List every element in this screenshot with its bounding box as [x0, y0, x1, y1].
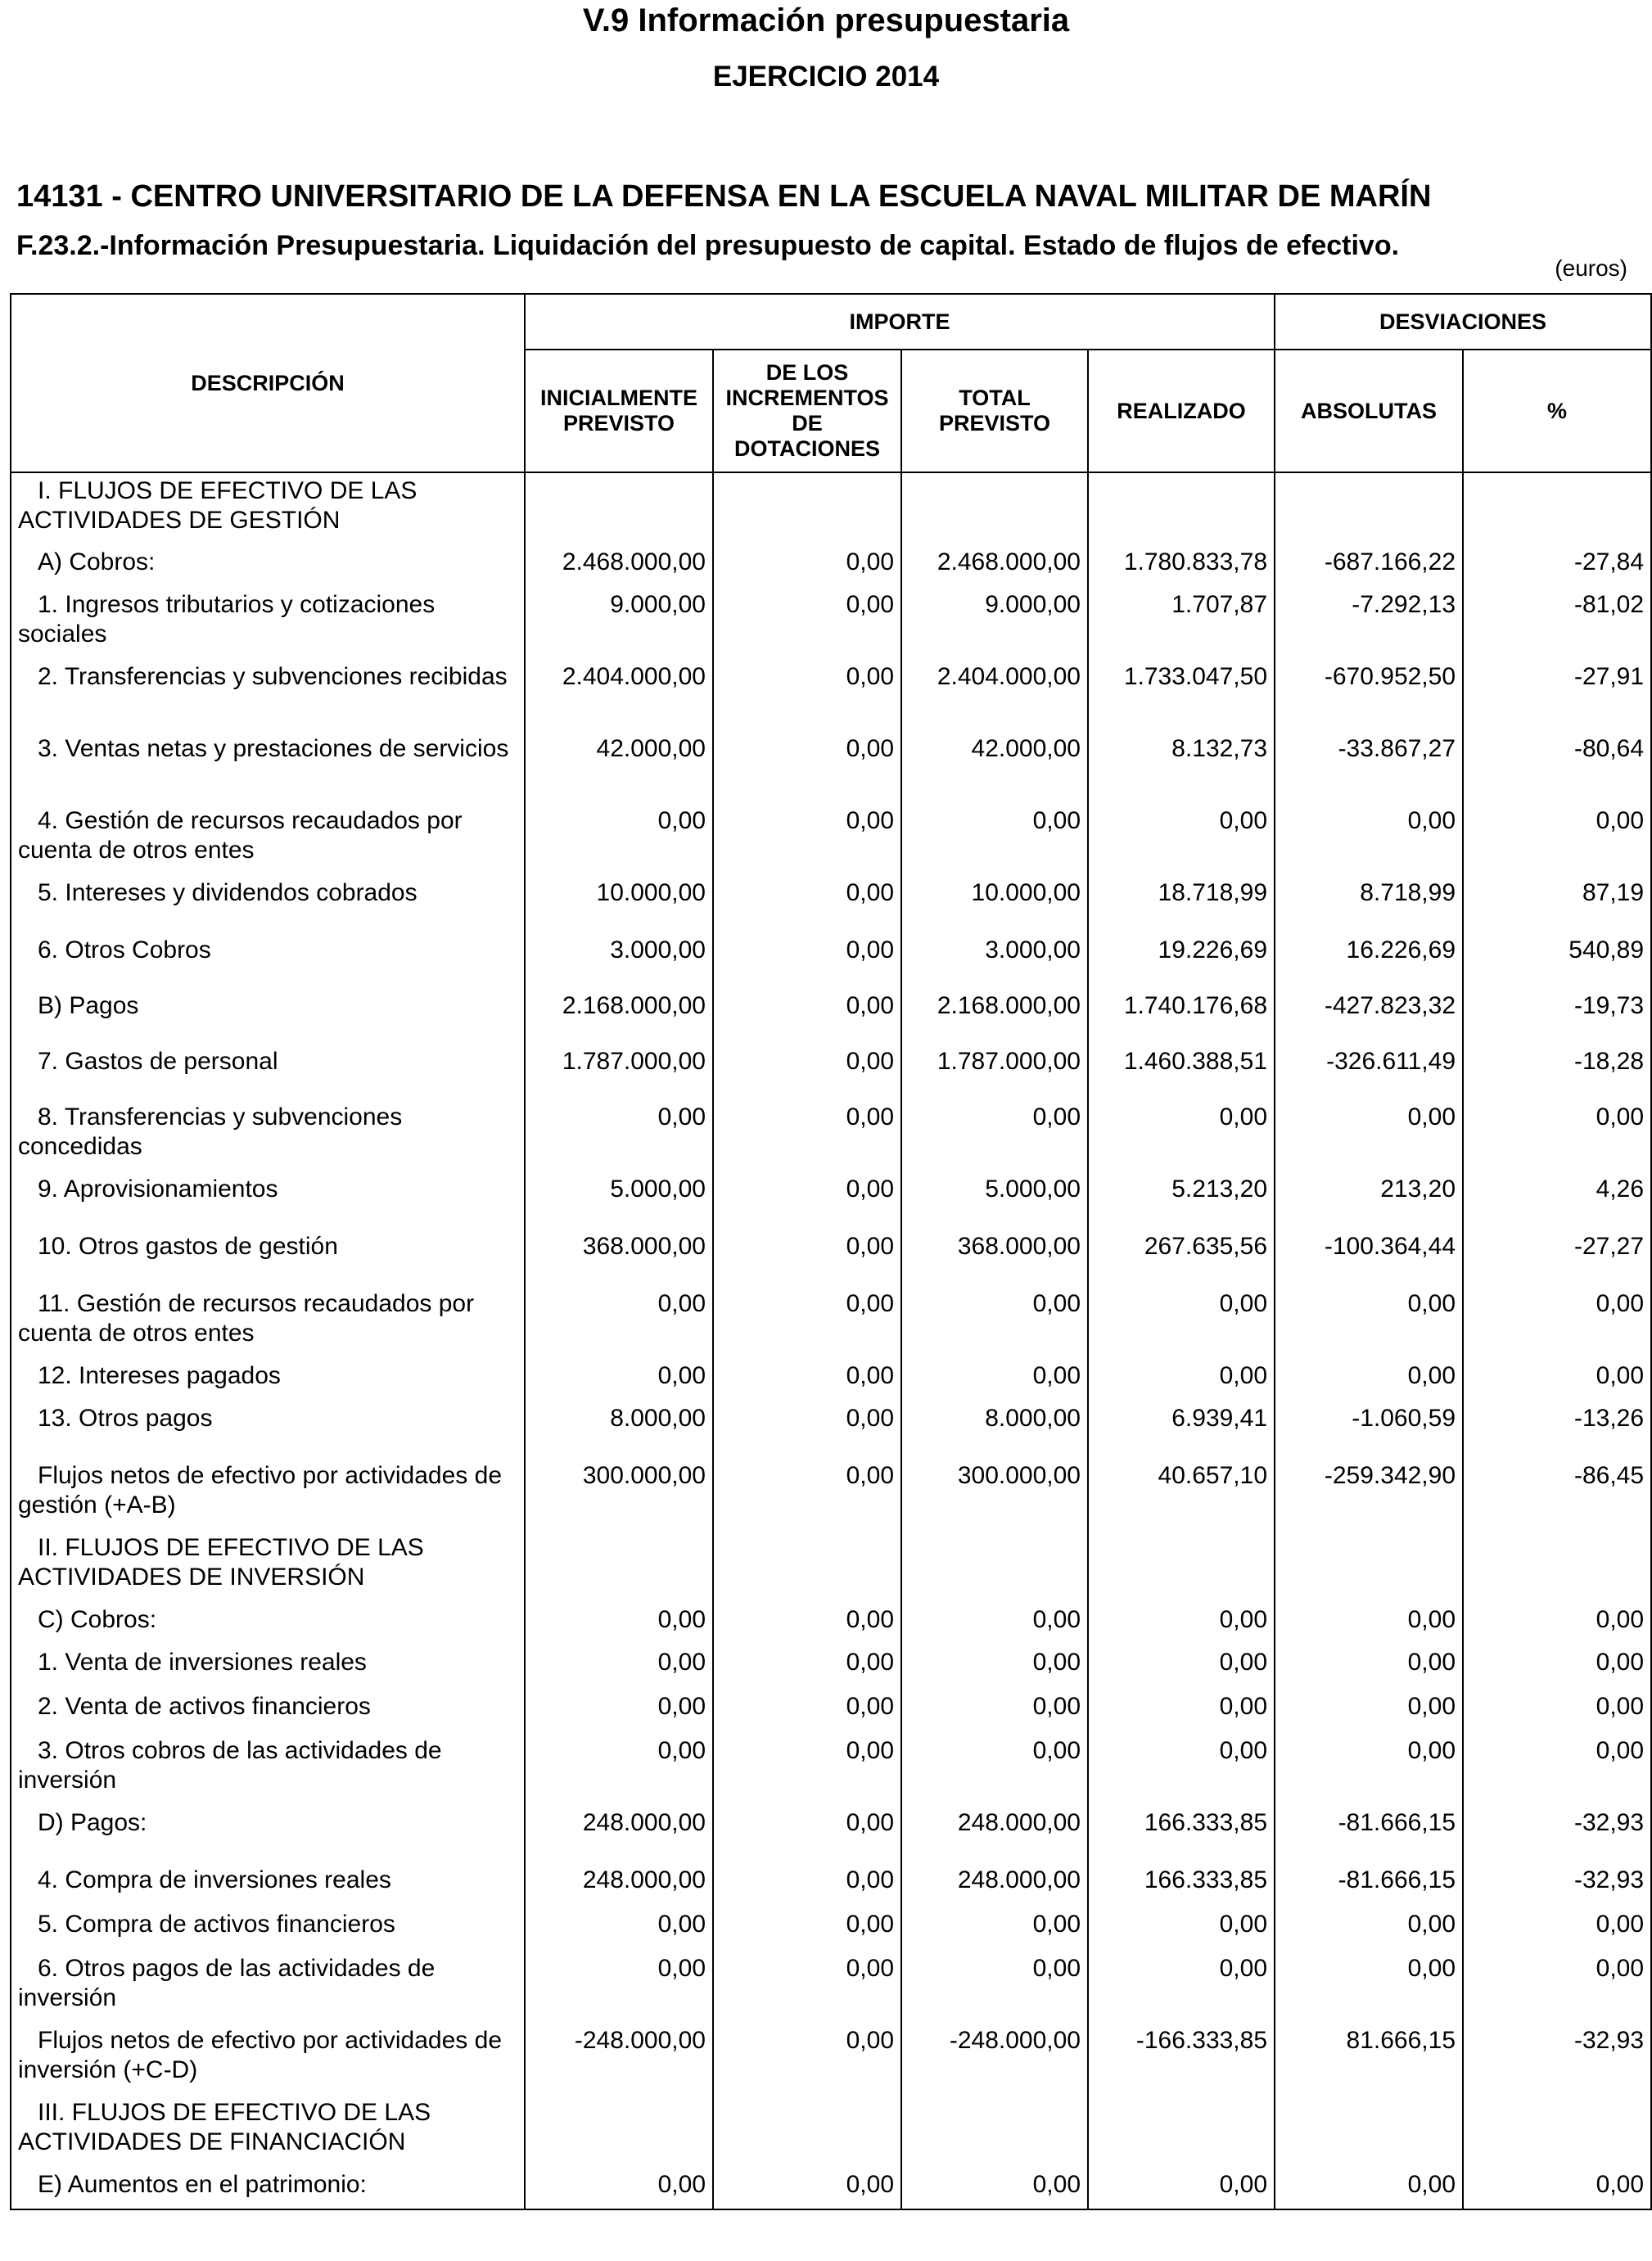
table-row — [11, 1171, 1651, 1229]
cell-realizado: 0,00 — [1088, 1907, 1275, 1951]
row-description-cell — [11, 1229, 525, 1286]
cell-realizado: 18.718,99 — [1088, 875, 1275, 932]
cell-percent: -81,02 — [1463, 587, 1651, 659]
cell-absolutas: -1.060,59 — [1275, 1401, 1463, 1458]
cell-total-previsto: 2.404.000,00 — [901, 659, 1088, 731]
cell-absolutas: -100.364,44 — [1275, 1229, 1463, 1286]
cell-absolutas: 0,00 — [1275, 1358, 1463, 1401]
cell-total-previsto: 0,00 — [901, 1907, 1088, 1951]
cell-inicialmente-previsto: 0,00 — [525, 2167, 713, 2209]
row-description: C) Cobros: — [38, 1606, 157, 1633]
cell-realizado: 166.333,85 — [1088, 1805, 1275, 1862]
cell-total-previsto: -248.000,00 — [901, 2023, 1088, 2095]
cell-percent: 0,00 — [1463, 803, 1651, 875]
row-description: 2. Transferencias y subvenciones recibidas — [38, 663, 508, 690]
cell-inicialmente-previsto: 0,00 — [525, 1951, 713, 2023]
cell-incrementos: 0,00 — [713, 1171, 901, 1229]
cell-absolutas: 213,20 — [1275, 1171, 1463, 1229]
cell-percent: -19,73 — [1463, 988, 1651, 1044]
row-description-cell — [11, 544, 525, 587]
cell-absolutas: -427.823,32 — [1275, 988, 1463, 1044]
cell-total-previsto: 0,00 — [901, 1733, 1088, 1805]
page-title: V.9 Información presupuestaria — [582, 2, 1070, 38]
cell-total-previsto: 0,00 — [901, 1099, 1088, 1171]
cell-realizado: 40.657,10 — [1088, 1458, 1275, 1530]
row-description: Flujos netos de efectivo por actividades de gestión (+A-B) — [18, 1462, 502, 1519]
cell-percent: -32,93 — [1463, 1862, 1651, 1907]
cell-inicialmente-previsto: 8.000,00 — [525, 1401, 713, 1458]
cell-incrementos: 0,00 — [713, 587, 901, 659]
cell-incrementos: 0,00 — [713, 1733, 901, 1805]
cell-percent: 540,89 — [1463, 932, 1651, 988]
cell-absolutas: 8.718,99 — [1275, 875, 1463, 932]
cell-total-previsto: 9.000,00 — [901, 587, 1088, 659]
cell-total-previsto — [901, 1530, 1088, 1602]
cell-total-previsto: 248.000,00 — [901, 1805, 1088, 1862]
row-description: 6. Otros pagos de las actividades de inversión — [18, 1955, 436, 2011]
cell-total-previsto: 42.000,00 — [901, 731, 1088, 803]
cell-realizado: 5.213,20 — [1088, 1171, 1275, 1229]
table-row — [11, 1733, 1651, 1805]
table-row — [11, 1951, 1651, 2023]
col-header-total-previsto: TOTAL PREVISTO — [901, 350, 1088, 472]
row-description-cell — [11, 988, 525, 1044]
row-description: 4. Compra de inversiones reales — [38, 1866, 391, 1893]
cell-percent — [1463, 1530, 1651, 1602]
cell-realizado: 0,00 — [1088, 1358, 1275, 1401]
row-description: 9. Aprovisionamientos — [38, 1176, 278, 1203]
cell-percent: -32,93 — [1463, 1805, 1651, 1862]
cell-realizado: 267.635,56 — [1088, 1229, 1275, 1286]
row-description-cell — [11, 731, 525, 803]
table-row — [11, 2167, 1651, 2209]
cell-inicialmente-previsto: 0,00 — [525, 1358, 713, 1401]
cell-inicialmente-previsto: 10.000,00 — [525, 875, 713, 932]
cell-inicialmente-previsto: 2.168.000,00 — [525, 988, 713, 1044]
table-row — [11, 1044, 1651, 1099]
cell-incrementos — [713, 2095, 901, 2167]
cell-total-previsto: 10.000,00 — [901, 875, 1088, 932]
cell-realizado: 0,00 — [1088, 1286, 1275, 1358]
cell-incrementos: 0,00 — [713, 1229, 901, 1286]
col-header-absolutas: ABSOLUTAS — [1275, 350, 1463, 472]
cell-percent — [1463, 2095, 1651, 2167]
cell-total-previsto: 0,00 — [901, 1358, 1088, 1401]
cell-percent — [1463, 472, 1651, 544]
cell-total-previsto: 2.168.000,00 — [901, 988, 1088, 1044]
cell-incrementos: 0,00 — [713, 1401, 901, 1458]
cell-percent: 0,00 — [1463, 1733, 1651, 1805]
cell-total-previsto: 1.787.000,00 — [901, 1044, 1088, 1099]
cell-absolutas: 0,00 — [1275, 1733, 1463, 1805]
cell-absolutas: -326.611,49 — [1275, 1044, 1463, 1099]
cell-percent: -27,27 — [1463, 1229, 1651, 1286]
cell-percent: 0,00 — [1463, 1951, 1651, 2023]
cell-absolutas: 0,00 — [1275, 1689, 1463, 1733]
row-description: 4. Gestión de recursos recaudados por cuenta de otros entes — [18, 807, 463, 864]
row-description-cell — [11, 2095, 525, 2167]
cell-incrementos: 0,00 — [713, 659, 901, 731]
cell-absolutas: 0,00 — [1275, 1602, 1463, 1645]
cell-incrementos: 0,00 — [713, 544, 901, 587]
cell-absolutas: -259.342,90 — [1275, 1458, 1463, 1530]
cell-realizado: 166.333,85 — [1088, 1862, 1275, 1907]
row-description-cell — [11, 875, 525, 932]
table-row — [11, 1401, 1651, 1458]
cell-inicialmente-previsto: 2.468.000,00 — [525, 544, 713, 587]
table-row — [11, 1645, 1651, 1689]
cell-inicialmente-previsto: 0,00 — [525, 803, 713, 875]
cell-total-previsto: 0,00 — [901, 1602, 1088, 1645]
table-row — [11, 1907, 1651, 1951]
cell-total-previsto: 8.000,00 — [901, 1401, 1088, 1458]
cash-flow-table — [10, 293, 1652, 2210]
row-description-cell — [11, 1530, 525, 1602]
row-description-cell — [11, 659, 525, 731]
cell-absolutas — [1275, 472, 1463, 544]
cell-realizado: 0,00 — [1088, 803, 1275, 875]
row-description-cell — [11, 1099, 525, 1171]
cell-inicialmente-previsto: 248.000,00 — [525, 1862, 713, 1907]
table-row — [11, 932, 1651, 988]
table-row — [11, 587, 1651, 659]
cell-incrementos: 0,00 — [713, 932, 901, 988]
row-description: 10. Otros gastos de gestión — [38, 1233, 338, 1260]
row-description-cell — [11, 1805, 525, 1862]
table-row — [11, 803, 1651, 875]
cell-percent: -13,26 — [1463, 1401, 1651, 1458]
cell-absolutas: 0,00 — [1275, 803, 1463, 875]
cell-percent: -32,93 — [1463, 2023, 1651, 2095]
cell-incrementos — [713, 1530, 901, 1602]
cell-inicialmente-previsto: 300.000,00 — [525, 1458, 713, 1530]
cell-percent: 0,00 — [1463, 1286, 1651, 1358]
cell-realizado: 1.733.047,50 — [1088, 659, 1275, 731]
cell-incrementos: 0,00 — [713, 1805, 901, 1862]
cell-incrementos: 0,00 — [713, 1458, 901, 1530]
cell-percent: -18,28 — [1463, 1044, 1651, 1099]
table-row — [11, 1229, 1651, 1286]
cell-absolutas: -33.867,27 — [1275, 731, 1463, 803]
table-row — [11, 731, 1651, 803]
cell-total-previsto: 5.000,00 — [901, 1171, 1088, 1229]
cell-inicialmente-previsto: 42.000,00 — [525, 731, 713, 803]
table-row — [11, 1358, 1651, 1401]
cell-absolutas — [1275, 1530, 1463, 1602]
row-description-cell — [11, 1733, 525, 1805]
cell-inicialmente-previsto: 248.000,00 — [525, 1805, 713, 1862]
fiscal-year: EJERCICIO 2014 — [712, 61, 940, 93]
row-description: 1. Ingresos tributarios y cotizaciones sociales — [18, 591, 436, 648]
row-description: I. FLUJOS DE EFECTIVO DE LAS ACTIVIDADES DE GESTIÓN — [18, 477, 418, 534]
cell-absolutas: -81.666,15 — [1275, 1862, 1463, 1907]
cell-realizado: 0,00 — [1088, 1645, 1275, 1689]
cell-absolutas: 0,00 — [1275, 1951, 1463, 2023]
cell-incrementos: 0,00 — [713, 803, 901, 875]
cell-percent: -80,64 — [1463, 731, 1651, 803]
row-description: 8. Transferencias y subvenciones concedidas — [18, 1103, 403, 1160]
row-description-cell — [11, 1044, 525, 1099]
row-description-cell — [11, 2023, 525, 2095]
cell-incrementos — [713, 472, 901, 544]
col-header-incrementos: DE LOS INCREMENTOS DE DOTACIONES — [713, 350, 901, 472]
cell-inicialmente-previsto: 368.000,00 — [525, 1229, 713, 1286]
table-row — [11, 1286, 1651, 1358]
row-description: 1. Venta de inversiones reales — [38, 1649, 367, 1676]
cell-inicialmente-previsto — [525, 1530, 713, 1602]
cell-absolutas: -7.292,13 — [1275, 587, 1463, 659]
table-body — [11, 472, 1651, 2209]
cell-incrementos: 0,00 — [713, 1862, 901, 1907]
cell-inicialmente-previsto: 1.787.000,00 — [525, 1044, 713, 1099]
cell-percent: 0,00 — [1463, 1099, 1651, 1171]
cell-total-previsto: 2.468.000,00 — [901, 544, 1088, 587]
cell-realizado: 1.740.176,68 — [1088, 988, 1275, 1044]
table-row — [11, 1805, 1651, 1862]
cell-total-previsto: 0,00 — [901, 1645, 1088, 1689]
cell-absolutas: -687.166,22 — [1275, 544, 1463, 587]
col-header-percent: % — [1463, 350, 1651, 472]
cell-realizado: 8.132,73 — [1088, 731, 1275, 803]
cell-inicialmente-previsto: 3.000,00 — [525, 932, 713, 988]
cell-percent: 0,00 — [1463, 1602, 1651, 1645]
group-header-importe: IMPORTE — [525, 294, 1275, 350]
cell-absolutas: 16.226,69 — [1275, 932, 1463, 988]
cell-realizado: 0,00 — [1088, 1602, 1275, 1645]
cell-realizado: 0,00 — [1088, 1733, 1275, 1805]
row-description: E) Aumentos en el patrimonio: — [38, 2171, 367, 2198]
cell-inicialmente-previsto — [525, 472, 713, 544]
cell-inicialmente-previsto: 0,00 — [525, 1733, 713, 1805]
cell-inicialmente-previsto: 9.000,00 — [525, 587, 713, 659]
row-description: Flujos netos de efectivo por actividades de inversión (+C-D) — [18, 2027, 502, 2083]
row-description-cell — [11, 1401, 525, 1458]
cell-realizado: 0,00 — [1088, 1099, 1275, 1171]
row-description-cell — [11, 2167, 525, 2209]
cell-percent: 0,00 — [1463, 1689, 1651, 1733]
row-description-cell — [11, 1358, 525, 1401]
cell-realizado — [1088, 472, 1275, 544]
cell-percent: -86,45 — [1463, 1458, 1651, 1530]
cell-realizado: 1.460.388,51 — [1088, 1044, 1275, 1099]
row-description-cell — [11, 1645, 525, 1689]
cell-absolutas: -670.952,50 — [1275, 659, 1463, 731]
row-description: D) Pagos: — [38, 1809, 147, 1836]
cell-incrementos: 0,00 — [713, 1645, 901, 1689]
row-description: 3. Otros cobros de las actividades de inversión — [18, 1737, 442, 1794]
cell-incrementos: 0,00 — [713, 2023, 901, 2095]
cell-absolutas: 0,00 — [1275, 1099, 1463, 1171]
table-row — [11, 2023, 1651, 2095]
cell-realizado: 1.707,87 — [1088, 587, 1275, 659]
cell-absolutas — [1275, 2095, 1463, 2167]
cell-percent: 0,00 — [1463, 1907, 1651, 1951]
units-label: (euros) — [1555, 255, 1627, 281]
cell-absolutas: 0,00 — [1275, 1645, 1463, 1689]
row-description: A) Cobros: — [38, 548, 156, 575]
cell-total-previsto: 0,00 — [901, 2167, 1088, 2209]
row-description: 5. Compra de activos financieros — [38, 1911, 395, 1938]
table-row — [11, 1458, 1651, 1530]
cell-realizado: 6.939,41 — [1088, 1401, 1275, 1458]
row-description: 2. Venta de activos financieros — [38, 1693, 371, 1720]
cell-inicialmente-previsto: 0,00 — [525, 1099, 713, 1171]
cell-percent: 4,26 — [1463, 1171, 1651, 1229]
table-row — [11, 2095, 1651, 2167]
row-description: 6. Otros Cobros — [38, 936, 211, 964]
row-description: 7. Gastos de personal — [38, 1048, 278, 1075]
cell-realizado — [1088, 1530, 1275, 1602]
table-row — [11, 1602, 1651, 1645]
row-description-cell — [11, 1951, 525, 2023]
cell-total-previsto: 0,00 — [901, 1951, 1088, 2023]
cell-total-previsto: 0,00 — [901, 1286, 1088, 1358]
cell-incrementos: 0,00 — [713, 731, 901, 803]
cell-percent: 87,19 — [1463, 875, 1651, 932]
row-description: II. FLUJOS DE EFECTIVO DE LAS ACTIVIDADES DE INVERSIÓN — [18, 1534, 424, 1591]
cell-absolutas: 0,00 — [1275, 1907, 1463, 1951]
col-header-inicialmente-previsto: INICIALMENTE PREVISTO — [525, 350, 713, 472]
cell-realizado: 0,00 — [1088, 1951, 1275, 2023]
row-description-cell — [11, 1602, 525, 1645]
cell-inicialmente-previsto: 0,00 — [525, 1907, 713, 1951]
cell-absolutas: 81.666,15 — [1275, 2023, 1463, 2095]
cell-absolutas: 0,00 — [1275, 2167, 1463, 2209]
cell-percent: 0,00 — [1463, 2167, 1651, 2209]
row-description-cell — [11, 1689, 525, 1733]
cell-incrementos: 0,00 — [713, 1602, 901, 1645]
cell-inicialmente-previsto: 0,00 — [525, 1689, 713, 1733]
row-description-cell — [11, 587, 525, 659]
cell-incrementos: 0,00 — [713, 1044, 901, 1099]
cell-realizado: 19.226,69 — [1088, 932, 1275, 988]
cell-total-previsto — [901, 2095, 1088, 2167]
cell-absolutas: 0,00 — [1275, 1286, 1463, 1358]
cell-incrementos: 0,00 — [713, 2167, 901, 2209]
cell-inicialmente-previsto: -248.000,00 — [525, 2023, 713, 2095]
row-description-cell — [11, 472, 525, 544]
cell-incrementos: 0,00 — [713, 1358, 901, 1401]
cell-total-previsto: 0,00 — [901, 1689, 1088, 1733]
cell-inicialmente-previsto — [525, 2095, 713, 2167]
table-row — [11, 1862, 1651, 1907]
row-description-cell — [11, 932, 525, 988]
row-description-cell — [11, 1286, 525, 1358]
row-description: 5. Intereses y dividendos cobrados — [38, 879, 418, 906]
cell-incrementos: 0,00 — [713, 1099, 901, 1171]
table-row — [11, 1689, 1651, 1733]
cell-inicialmente-previsto: 0,00 — [525, 1602, 713, 1645]
cell-total-previsto: 3.000,00 — [901, 932, 1088, 988]
cell-realizado: 0,00 — [1088, 1689, 1275, 1733]
table-row — [11, 875, 1651, 932]
cell-absolutas: -81.666,15 — [1275, 1805, 1463, 1862]
cell-incrementos: 0,00 — [713, 875, 901, 932]
table-row — [11, 988, 1651, 1044]
table-row — [11, 1099, 1651, 1171]
cell-total-previsto — [901, 472, 1088, 544]
cell-incrementos: 0,00 — [713, 988, 901, 1044]
col-header-descripcion: DESCRIPCIÓN — [11, 294, 525, 472]
cell-inicialmente-previsto: 5.000,00 — [525, 1171, 713, 1229]
cell-total-previsto: 0,00 — [901, 803, 1088, 875]
row-description-cell — [11, 1458, 525, 1530]
cell-realizado: -166.333,85 — [1088, 2023, 1275, 2095]
row-description-cell — [11, 803, 525, 875]
row-description: 11. Gestión de recursos recaudados por cuenta de otros entes — [18, 1290, 475, 1347]
cell-inicialmente-previsto: 2.404.000,00 — [525, 659, 713, 731]
table-row — [11, 544, 1651, 587]
table-row — [11, 472, 1651, 544]
cell-incrementos: 0,00 — [713, 1907, 901, 1951]
cell-total-previsto: 368.000,00 — [901, 1229, 1088, 1286]
cell-incrementos: 0,00 — [713, 1951, 901, 2023]
cell-realizado: 1.780.833,78 — [1088, 544, 1275, 587]
cell-percent: -27,91 — [1463, 659, 1651, 731]
cell-percent: 0,00 — [1463, 1645, 1651, 1689]
cell-total-previsto: 300.000,00 — [901, 1458, 1088, 1530]
cell-total-previsto: 248.000,00 — [901, 1862, 1088, 1907]
cell-inicialmente-previsto: 0,00 — [525, 1286, 713, 1358]
cell-inicialmente-previsto: 0,00 — [525, 1645, 713, 1689]
cell-incrementos: 0,00 — [713, 1689, 901, 1733]
row-description: III. FLUJOS DE EFECTIVO DE LAS ACTIVIDADES DE FINANCIACIÓN — [18, 2099, 431, 2155]
row-description: 3. Ventas netas y prestaciones de servicios — [38, 735, 509, 762]
row-description-cell — [11, 1907, 525, 1951]
group-header-desviaciones: DESVIACIONES — [1275, 294, 1651, 350]
cell-realizado — [1088, 2095, 1275, 2167]
table-row — [11, 1530, 1651, 1602]
row-description-cell — [11, 1862, 525, 1907]
row-description: 13. Otros pagos — [38, 1405, 213, 1432]
row-description-cell — [11, 1171, 525, 1229]
row-description: B) Pagos — [38, 992, 139, 1019]
cell-percent: -27,84 — [1463, 544, 1651, 587]
cell-realizado: 0,00 — [1088, 2167, 1275, 2209]
col-header-realizado: REALIZADO — [1088, 350, 1275, 472]
row-description: 12. Intereses pagados — [38, 1362, 281, 1389]
cell-percent: 0,00 — [1463, 1358, 1651, 1401]
entity-heading: 14131 - CENTRO UNIVERSITARIO DE LA DEFENSA EN LA ESCUELA NAVAL MILITAR DE MARÍN — [16, 179, 1432, 214]
report-heading: F.23.2.-Información Presupuestaria. Liquidación del presupuesto de capital. Estado de flujos de efectivo. — [16, 230, 1400, 261]
table-row — [11, 659, 1651, 731]
cell-incrementos: 0,00 — [713, 1286, 901, 1358]
